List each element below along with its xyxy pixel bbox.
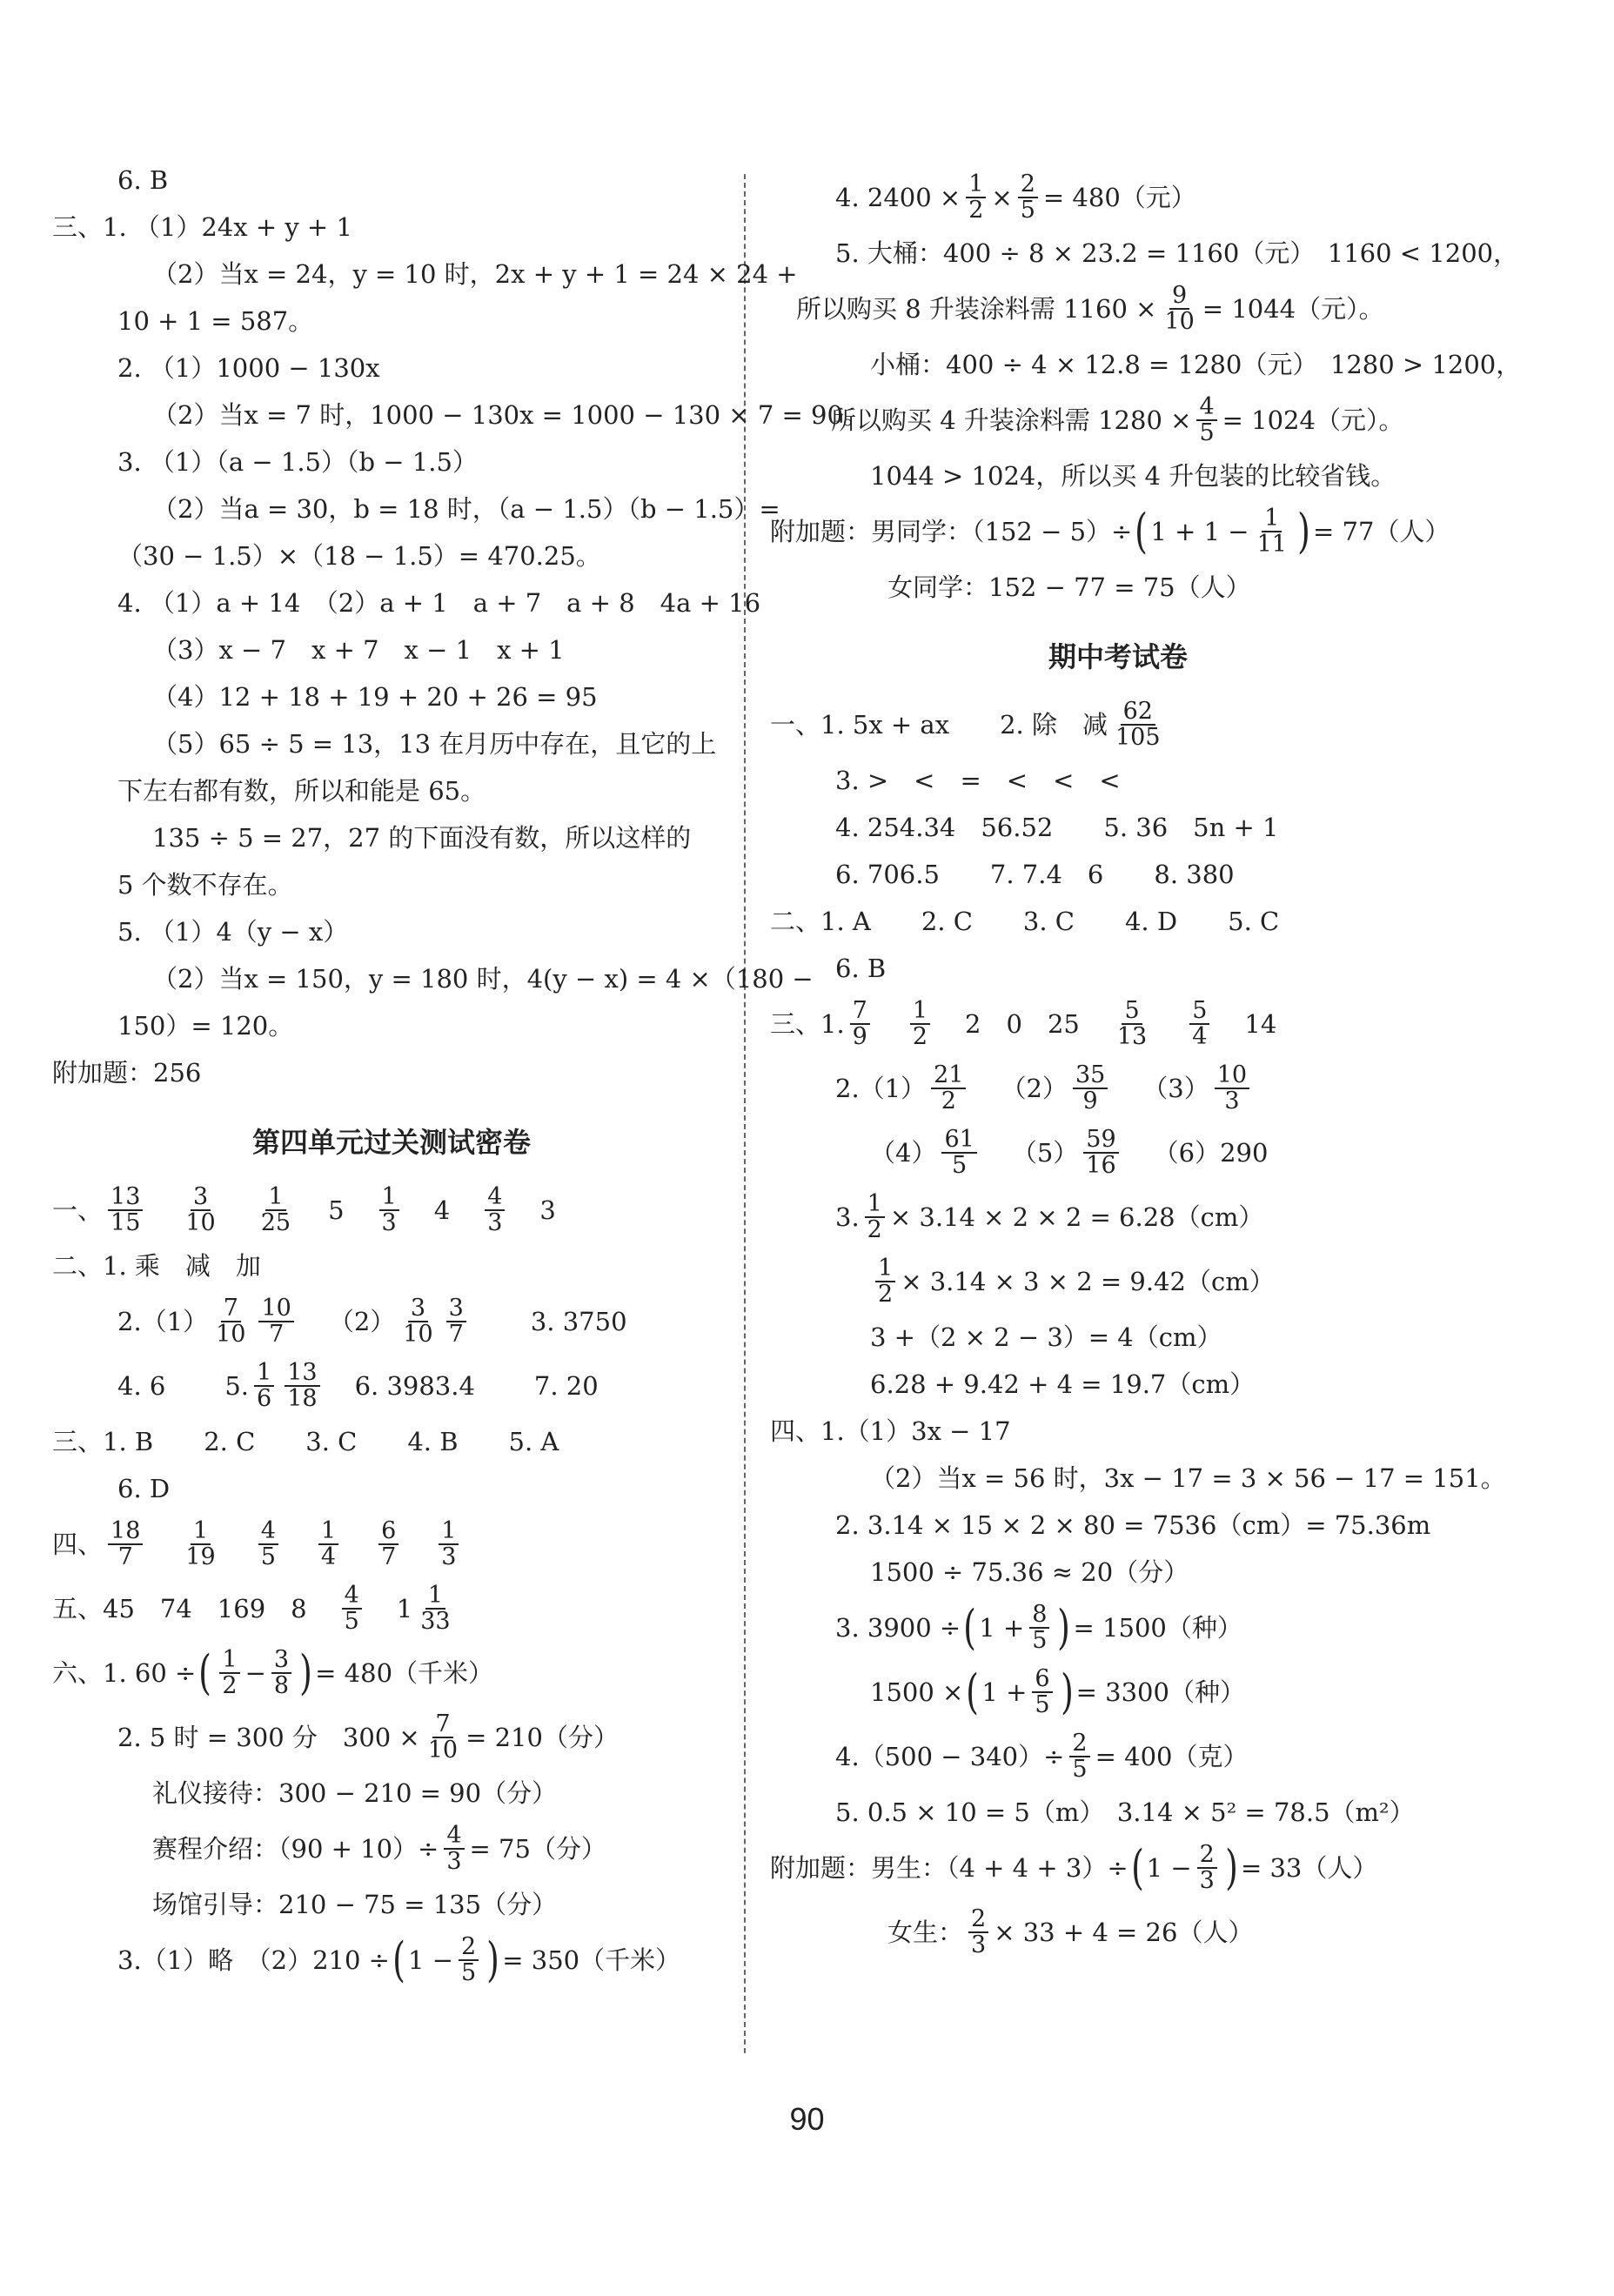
answer-line: 女生： $\frac{2}{3}$ × 33 + 4 = 26（人） <box>887 1904 1254 1958</box>
fraction: $\frac{9}{10}$ <box>1164 281 1195 335</box>
fraction: $\frac{6}{7}$ <box>378 1519 398 1570</box>
fraction: $\frac{13}{15}$ <box>108 1185 143 1236</box>
fraction: $\frac{62}{105}$ <box>1115 697 1161 751</box>
answer-line: 3. > < = < < < <box>835 766 1121 795</box>
answer-line: （2）当x = 150，y = 180 时，4(y − x) = 4 ×（180 − <box>152 964 814 994</box>
answer-line <box>52 1178 731 1242</box>
fraction: $\frac{2}{5}$ <box>1018 172 1038 224</box>
answer-line: 所以购买 4 升装涂料需 1280 × $\frac{4}{5}$ = 1024（元）。 <box>831 392 1404 446</box>
answer-line: 10 + 1 = 587。 <box>117 306 314 336</box>
answer-line: （2）当x = 7 时，1000 − 130x = 1000 − 130 × 7 = 90。 <box>152 400 868 430</box>
answer-line: 2. 3.14 × 15 × 2 × 80 = 7536（cm）= 75.36m <box>835 1510 1431 1540</box>
fraction: $\frac{1}{6}$ <box>254 1361 274 1412</box>
answer-line: （2）当a = 30，b = 18 时，（a − 1.5）（b − 1.5）= <box>152 494 780 524</box>
answer-line: $\frac{1}{2}$ × 3.14 × 3 × 2 = 9.42（cm） <box>770 1249 1466 1314</box>
answer-line: 4.（500 − 340）÷ $\frac{2}{5}$ = 400（克） <box>835 1729 1249 1783</box>
fraction: $\frac{1}{2}$ <box>966 172 986 224</box>
fraction: $\frac{1}{2}$ <box>865 1192 885 1243</box>
fraction: $\frac{59}{16}$ <box>1083 1128 1118 1179</box>
answer-line: 6. B <box>835 954 887 983</box>
answer-line: 二、1. A 2. C 3. C 4. D 5. C <box>770 907 1280 936</box>
answer-line: 1500 × ( 1 + $\frac{6}{5}$ ) = 3300（种） <box>870 1664 1245 1719</box>
answer-line: 4. 2400 × $\frac{1}{2}$ × $\frac{2}{5}$ = 480（元） <box>835 170 1196 224</box>
answer-line: 二、1. 乘 减 加 <box>52 1251 261 1281</box>
answer-line: （5）65 ÷ 5 = 13，13 在月历中存在，且它的上 <box>152 729 717 759</box>
fraction: $\frac{2}{3}$ <box>968 1907 988 1958</box>
answer-line: （4） $\frac{61}{5}$ （5） $\frac{59}{16}$ （6）290 <box>870 1125 1269 1179</box>
value: 3 <box>539 1195 556 1225</box>
fraction: $\frac{1}{3}$ <box>379 1185 399 1236</box>
column-divider <box>744 174 746 2053</box>
answer-line: 2. （1）1000 − 130x <box>117 353 380 383</box>
fraction: $\frac{7}{9}$ <box>850 999 870 1050</box>
fraction: $\frac{7}{10}$ <box>427 1710 459 1764</box>
answer-line: 女同学：152 − 77 = 75（人） <box>887 572 1251 602</box>
fraction: $\frac{18}{7}$ <box>108 1519 143 1570</box>
fraction: $\frac{61}{5}$ <box>941 1128 976 1179</box>
fraction: $\frac{3}{8}$ <box>271 1648 291 1699</box>
answer-line: 2.（1） $\frac{7}{10}$ $\frac{10}{7}$ （2） $\frac{3}{10}$ $\frac{3}{7}$ 3. 3750 <box>117 1294 627 1348</box>
fraction: $\frac{1}{19}$ <box>185 1516 216 1570</box>
answer-line: 1500 ÷ 75.36 ≈ 20（分） <box>870 1557 1189 1587</box>
answer-line: 3.（1）略 （2）210 ÷ ( 1 − $\frac{2}{5}$ ) = 350（千米） <box>117 1932 681 1987</box>
answer-line: 1044 > 1024，所以买 4 升包装的比较省钱。 <box>870 461 1396 491</box>
answer-line: 5. 大桶：400 ÷ 8 × 23.2 = 1160（元） 1160 < 1200， <box>835 238 1519 268</box>
fraction: $\frac{6}{5}$ <box>1032 1667 1052 1718</box>
fraction: $\frac{7}{10}$ <box>216 1294 246 1348</box>
fraction: $\frac{4}{3}$ <box>485 1185 505 1236</box>
answer-line: （4）12 + 18 + 19 + 20 + 26 = 95 <box>152 682 598 712</box>
answer-line: 3. 3900 ÷ ( 1 + $\frac{8}{5}$ ) = 1500（种） <box>835 1600 1242 1655</box>
fraction: $\frac{10}{3}$ <box>1215 1063 1249 1115</box>
answer-line: 附加题：男同学：（152 − 5）÷ ( 1 + 1 − $\frac{1}{11}$ ) = 77（人） <box>770 504 1450 559</box>
answer-line: 五、45 74 169 8 $\frac{4}{5}$ 1 $\frac{1}{33}$ <box>52 1576 731 1641</box>
answer-line: 5 个数不存在。 <box>117 870 293 900</box>
answer-line: （30 − 1.5）×（18 − 1.5）= 470.25。 <box>117 541 601 571</box>
fraction: $\frac{5}{13}$ <box>1116 996 1148 1050</box>
answer-line: 150）= 120。 <box>117 1011 294 1041</box>
answer-line: 2.（1） $\frac{21}{2}$ （2） $\frac{35}{9}$ （3） $\frac{10}{3}$ <box>770 1056 1466 1121</box>
fraction: $\frac{5}{4}$ <box>1189 999 1209 1050</box>
fraction: $\frac{4}{5}$ <box>258 1519 278 1570</box>
answer-line: 礼仪接待：300 − 210 = 90（分） <box>152 1778 558 1808</box>
item-prefix: 一、 <box>52 1195 104 1225</box>
fraction: $\frac{2}{3}$ <box>1197 1843 1217 1894</box>
fraction: $\frac{1}{11}$ <box>1256 504 1287 558</box>
fraction: $\frac{2}{5}$ <box>459 1935 479 1986</box>
answer-line: 5. （1）4（y − x） <box>117 917 349 947</box>
fraction: $\frac{1}{2}$ <box>875 1256 895 1308</box>
answer-line: 场馆引导：210 − 75 = 135（分） <box>152 1890 558 1919</box>
answer-line: 六、1. 60 ÷ ( $\frac{1}{2}$ − $\frac{3}{8}$ ) = 480（千米） <box>52 1645 494 1700</box>
fraction: $\frac{1}{2}$ <box>910 999 930 1050</box>
answer-line: 赛程介绍：（90 + 10）÷ $\frac{4}{3}$ = 75（分） <box>152 1821 606 1875</box>
answer-line: 四、1.（1）3x − 17 <box>770 1416 1011 1446</box>
answer-line: 三、1. B 2. C 3. C 4. B 5. A <box>52 1427 559 1456</box>
page-number: 90 <box>789 2101 825 2137</box>
fraction: $\frac{1}{3}$ <box>439 1519 459 1570</box>
fraction: $\frac{13}{18}$ <box>285 1361 319 1412</box>
fraction: $\frac{4}{5}$ <box>342 1583 362 1635</box>
answer-line: 所以购买 8 升装涂料需 1160 × $\frac{9}{10}$ = 1044（元）。 <box>796 281 1384 335</box>
answer-line: 一、1. 5x + ax 2. 除 减 $\frac{62}{105}$ <box>770 693 1466 757</box>
answer-line: 三、1. （1）24x + y + 1 <box>52 212 352 242</box>
answer-line: （2）当x = 24，y = 10 时，2x + y + 1 = 24 × 24 + <box>152 259 798 289</box>
fraction: $\frac{35}{9}$ <box>1073 1063 1108 1115</box>
answer-line: 3. （1）（a − 1.5）（b − 1.5） <box>117 447 478 477</box>
answer-line: 4. （1）a + 14 （2）a + 1 a + 7 a + 8 4a + 16 <box>117 588 761 618</box>
fraction: $\frac{1}{25}$ <box>260 1182 291 1236</box>
fraction: $\frac{4}{5}$ <box>1196 395 1216 446</box>
answer-line: 小桶：400 ÷ 4 × 12.8 = 1280（元） 1280 > 1200， <box>870 350 1522 379</box>
answer-line: 6. 706.5 7. 7.4 6 8. 380 <box>835 860 1235 889</box>
section-heading: 第四单元过关测试密卷 <box>251 1126 531 1159</box>
fraction: $\frac{4}{3}$ <box>444 1824 464 1875</box>
answer-line: 附加题：256 <box>52 1058 202 1088</box>
answer-line: （2）当x = 56 时，3x − 17 = 3 × 56 − 17 = 151。 <box>870 1463 1506 1493</box>
answer-line: 三、1. $\frac{7}{9}$ $\frac{1}{2}$ 2 0 25 $\frac{5}{13}$ $\frac{5}{4}$ 14 <box>770 996 1277 1050</box>
answer-line: 135 ÷ 5 = 27，27 的下面没有数，所以这样的 <box>152 823 692 853</box>
answer-line: 4. 6 5. $\frac{1}{6}$ $\frac{13}{18}$ 6. 3983.4 7. 20 <box>117 1358 599 1412</box>
answer-line: 6. D <box>117 1474 171 1503</box>
fraction: $\frac{3}{10}$ <box>185 1182 216 1236</box>
fraction: $\frac{21}{2}$ <box>931 1063 966 1115</box>
answer-line: 四、 $\frac{18}{7}$ $\frac{1}{19}$ $\frac{4}{5}$ $\frac{1}{4}$ $\frac{6}{7}$ $\frac{1}{3}$ <box>52 1512 731 1576</box>
fraction: $\frac{1}{2}$ <box>219 1648 239 1699</box>
answer-line: 3 +（2 × 2 − 3）= 4（cm） <box>870 1322 1222 1352</box>
answer-line: 3. $\frac{1}{2}$ × 3.14 × 2 × 2 = 6.28（cm） <box>835 1189 1264 1243</box>
fraction: $\frac{2}{5}$ <box>1069 1731 1089 1783</box>
value: 4 <box>433 1195 451 1225</box>
answer-line: 下左右都有数，所以和能是 65。 <box>117 776 486 806</box>
answer-line: 5. 0.5 × 10 = 5（m） 3.14 × 5² = 78.5（m²） <box>835 1797 1415 1827</box>
answer-line: 6.28 + 9.42 + 4 = 19.7（cm） <box>870 1369 1256 1399</box>
fraction: $\frac{1}{33}$ <box>420 1581 451 1635</box>
section-heading: 期中考试卷 <box>1048 640 1188 673</box>
answer-line: 附加题：男生：（4 + 4 + 3）÷ ( 1 − $\frac{2}{3}$ ) = 33（人） <box>770 1840 1378 1895</box>
fraction: $\frac{10}{7}$ <box>258 1296 293 1348</box>
right-column <box>770 165 1522 1965</box>
answer-line: 4. 254.34 56.52 5. 36 5n + 1 <box>835 813 1279 842</box>
fraction: $\frac{8}{5}$ <box>1029 1603 1049 1654</box>
answer-line: 6. B <box>117 165 169 195</box>
fraction: $\frac{3}{7}$ <box>446 1296 466 1348</box>
value: 5 <box>328 1195 345 1225</box>
fraction: $\frac{3}{10}$ <box>403 1294 433 1348</box>
answer-line: （3）x − 7 x + 7 x − 1 x + 1 <box>152 635 565 665</box>
fraction: $\frac{1}{4}$ <box>318 1519 338 1570</box>
answer-line: 2. 5 时 = 300 分 300 × $\frac{7}{10}$ = 210（分） <box>117 1710 619 1764</box>
